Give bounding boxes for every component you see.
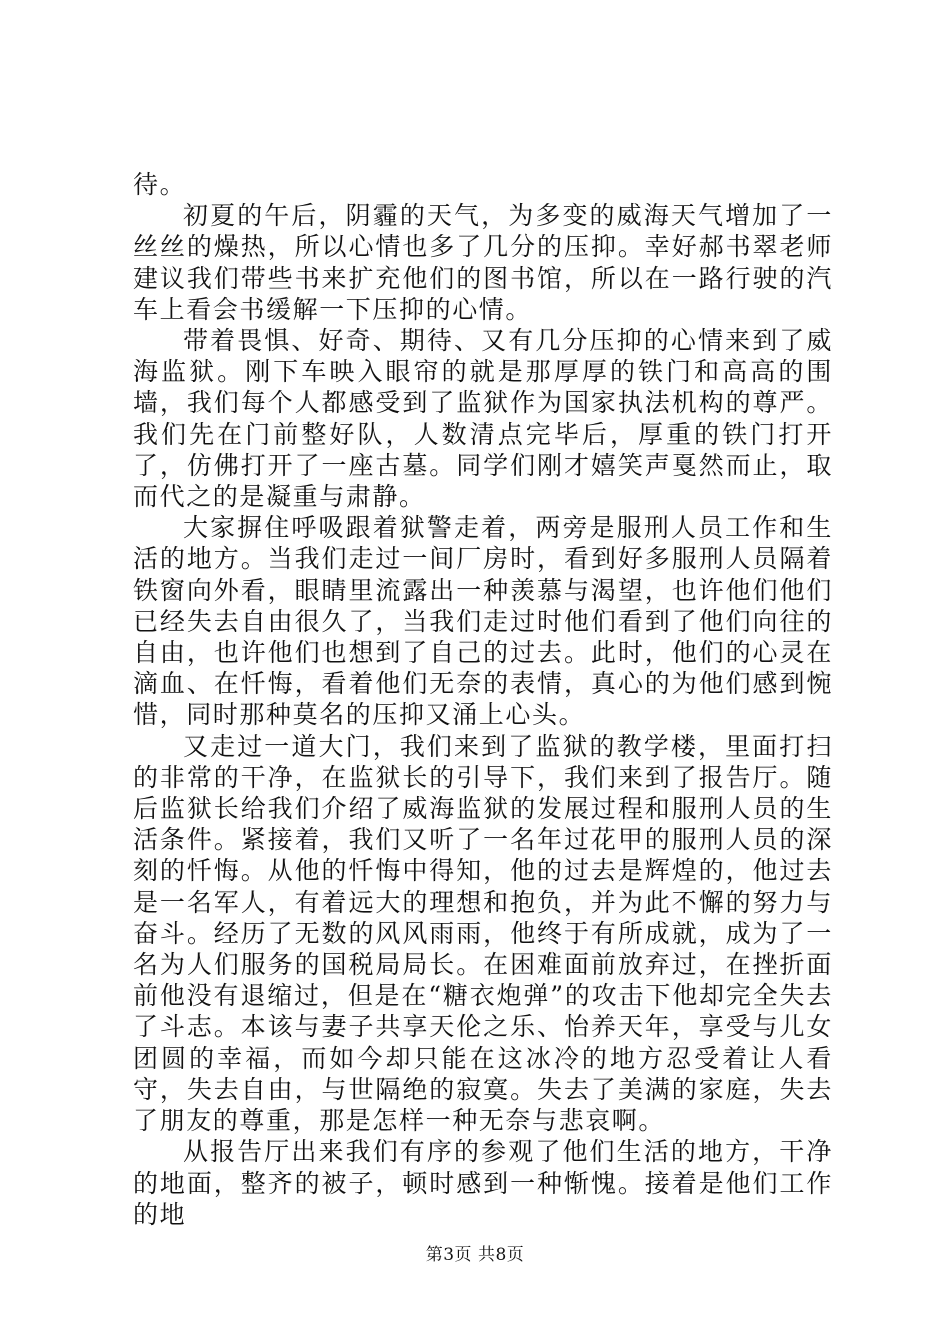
paragraph: 带着畏惧、好奇、期待、又有几分压抑的心情来到了威海监狱。刚下车映入眼帘的就是那厚厚的铁门和高高的围墙，我们每个人都感受到了监狱作为国家执法机构的尊严。我们先在门前整好队，人数清点完毕后，厚重的铁门打开了，仿佛打开了一座古墓。同学们刚才嬉笑声戛然而止，取而代之的是凝重与肃静。 — [133, 326, 833, 512]
document-body — [133, 169, 833, 1230]
paragraph: 初夏的午后，阴霾的天气，为多变的威海天气增加了一丝丝的燥热，所以心情也多了几分的压抑。幸好郝书翠老师建议我们带些书来扩充他们的图书馆，所以在一路行驶的汽车上看会书缓解一下压抑的心情。 — [133, 201, 833, 324]
page-number-footer: 第3页 共8页 — [425, 1245, 525, 1265]
paragraph: 大家摒住呼吸跟着狱警走着，两旁是服刑人员工作和生活的地方。当我们走过一间厂房时，看到好多服刑人员隔着铁窗向外看，眼睛里流露出一种羡慕与渴望，也许他们他们已经失去自由很久了，当我们走过时他们看到了他们向往的自由，也许他们也想到了自己的过去。此时，他们的心灵在滴血、在忏悔，看着他们无奈的表情，真心的为他们感到惋惜，同时那种莫名的压抑又涌上心头。 — [133, 513, 833, 730]
paragraph: 又走过一道大门，我们来到了监狱的教学楼，里面打扫的非常的干净，在监狱长的引导下，我们来到了报告厅。随后监狱长给我们介绍了威海监狱的发展过程和服刑人员的生活条件。紧接着，我们又听了一名年过花甲的服刑人员的深刻的忏悔。从他的忏悔中得知，他的过去是辉煌的，他过去是一名军人，有着远大的理想和抱负，并为此不懈的努力与奋斗。经历了无数的风风雨雨，他终于有所成就，成为了一名为人们服务的国税局局长。在困难面前放弃过，在挫折面前他没有退缩过，但是在“糖衣炮弹”的攻击下他却完全失去了斗志。本该与妻子共享天伦之乐、怡养天年，享受与儿女团圆的幸福，而如今却只能在这冰冷的地方忍受着让人看守，失去自由，与世隔绝的寂寞。失去了美满的家庭，失去了朋友的尊重，那是怎样一种无奈与悲哀啊。 — [133, 731, 833, 1136]
paragraph: 从报告厅出来我们有序的参观了他们生活的地方，干净的地面，整齐的被子，顿时感到一种惭愧。接着是他们工作的地 — [133, 1137, 833, 1229]
paragraph-continuation: 待。 — [133, 170, 187, 199]
